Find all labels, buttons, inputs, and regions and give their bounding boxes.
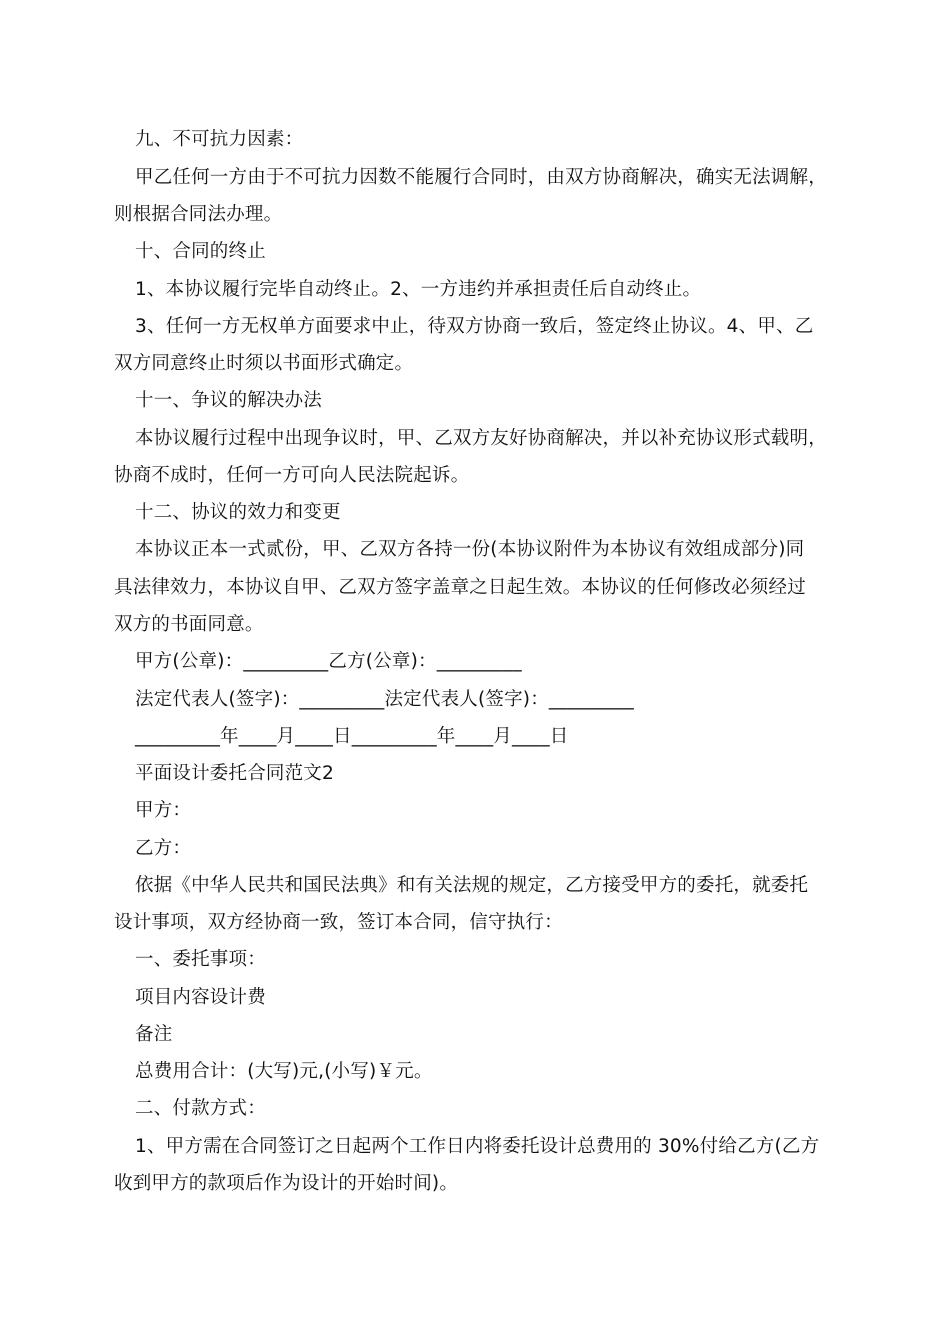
total-fee-line: 总费用合计：(大写)元,(小写)￥元。 — [135, 1061, 433, 1082]
heading-dispute-resolution: 十一、争议的解决办法 — [135, 390, 323, 411]
paragraph-line: 依据《中华人民共和国民法典》和有关法规的规定，乙方接受甲方的委托，就委托 — [135, 875, 809, 896]
heading-commission-items: 一、委托事项： — [135, 949, 266, 970]
paragraph-line: 1、甲方需在合同签订之日起两个工作日内将委托设计总费用的 30%付给乙方(乙方 — [135, 1136, 820, 1157]
paragraph-line: 双方同意终止时须以书面形式确定。 — [114, 353, 414, 374]
party-a-line: 甲方： — [135, 800, 192, 821]
paragraph-line: 1、本协议履行完毕自动终止。2、一方违约并承担责任后自动终止。 — [135, 279, 702, 300]
paragraph-line: 则根据合同法办理。 — [114, 204, 283, 225]
heading-termination: 十、合同的终止 — [135, 241, 266, 262]
paragraph-line: 收到甲方的款项后作为设计的开始时间)。 — [114, 1173, 459, 1194]
paragraph-line: 3、任何一方无权单方面要求中止，待双方协商一致后，签定终止协议。4、甲、乙 — [135, 316, 814, 337]
paragraph-line: 设计事项，双方经协商一致，签订本合同，信守执行： — [114, 912, 563, 933]
seal-line: 甲方(公章)：_________乙方(公章)：_________ — [135, 651, 522, 672]
party-b-line: 乙方： — [135, 838, 192, 859]
date-line: _________年____月____日_________年____月____日 — [135, 726, 569, 747]
paragraph-line: 项目内容设计费 — [135, 987, 266, 1008]
paragraph-line: 具法律效力，本协议自甲、乙双方签字盖章之日起生效。本协议的任何修改必须经过 — [114, 577, 806, 598]
paragraph-line: 双方的书面同意。 — [114, 614, 264, 635]
paragraph-line: 甲乙任何一方由于不可抗力因数不能履行合同时，由双方协商解决，确实无法调解， — [135, 167, 827, 188]
section-title: 平面设计委托合同范文2 — [135, 763, 334, 784]
paragraph-line: 协商不成时，任何一方可向人民法院起诉。 — [114, 465, 470, 486]
signature-line: 法定代表人(签字)：_________法定代表人(签字)：_________ — [135, 689, 634, 710]
paragraph-line: 本协议正本一式贰份，甲、乙双方各持一份(本协议附件为本协议有效组成部分)同 — [135, 539, 805, 560]
paragraph-line: 本协议履行过程中出现争议时，甲、乙双方友好协商解决，并以补充协议形式载明， — [135, 428, 827, 449]
paragraph-line: 备注 — [135, 1024, 173, 1045]
heading-validity: 十二、协议的效力和变更 — [135, 502, 341, 523]
heading-force-majeure: 九、不可抗力因素： — [135, 129, 304, 150]
heading-payment: 二、付款方式： — [135, 1098, 266, 1119]
